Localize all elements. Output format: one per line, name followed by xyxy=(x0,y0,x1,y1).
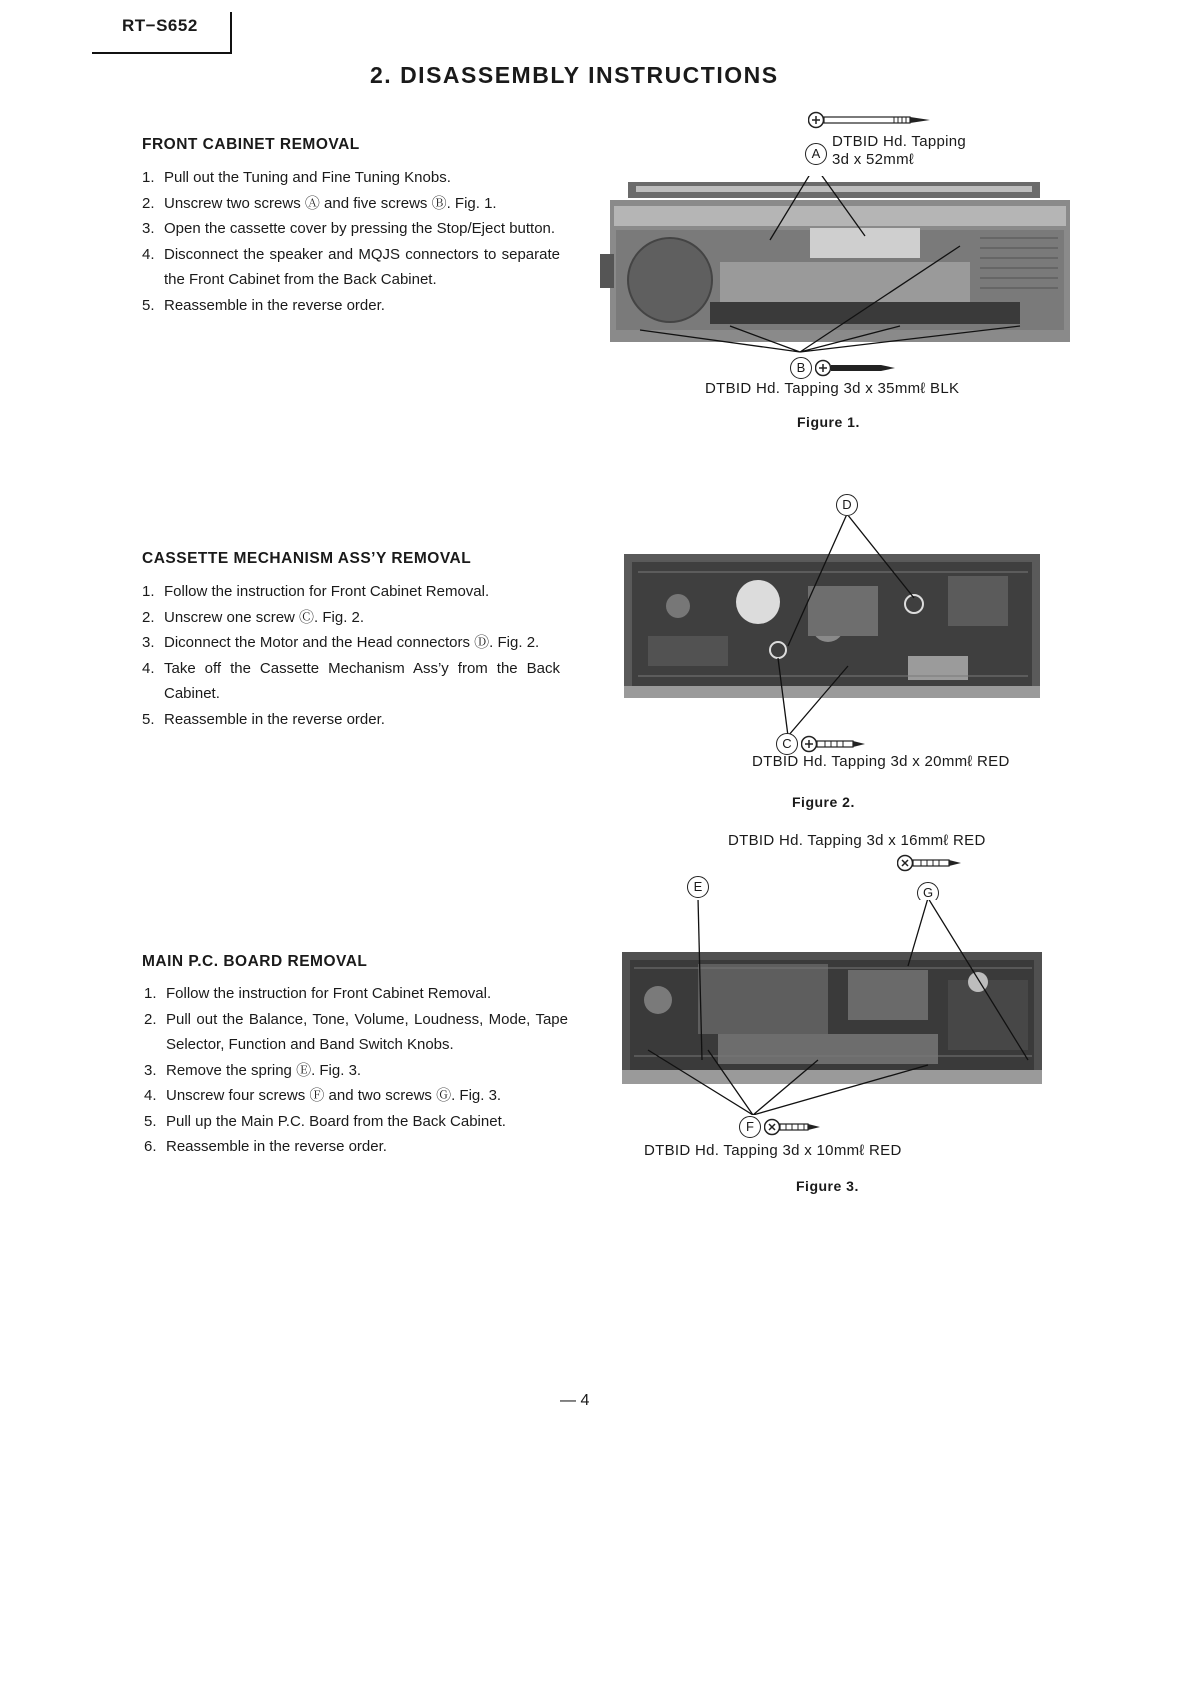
step-item xyxy=(142,293,560,319)
figure-2-caption: Figure 2. xyxy=(792,794,855,810)
step-text: Reassemble in the reverse order. xyxy=(166,1138,387,1155)
step-item xyxy=(142,191,560,217)
step-number: 2. xyxy=(144,1010,157,1028)
step-text: Reassemble in the reverse order. xyxy=(164,710,385,728)
steps-cassette-mechanism xyxy=(142,579,560,732)
page-title: 2. DISASSEMBLY INSTRUCTIONS xyxy=(370,62,779,88)
step-item xyxy=(142,630,560,656)
step-number: 5. xyxy=(142,296,155,314)
screw-f-spec: DTBID Hd. Tapping 3d x 10mmℓ RED xyxy=(644,1142,902,1159)
section-title-front-cabinet: FRONT CABINET REMOVAL xyxy=(142,136,360,153)
steps-main-pc-board xyxy=(144,981,568,1160)
screw-b-spec: DTBID Hd. Tapping 3d x 35mmℓ BLK xyxy=(705,380,960,397)
screw-g-spec: DTBID Hd. Tapping 3d x 16mmℓ RED xyxy=(728,832,986,849)
page-number: — 4 xyxy=(560,1392,590,1409)
callout-f: F xyxy=(739,1116,761,1138)
step-text: Follow the instruction for Front Cabinet Removal. xyxy=(166,985,492,1002)
step-item xyxy=(142,579,560,605)
step-number: 3. xyxy=(142,220,155,237)
model-tag xyxy=(92,12,232,54)
step-text: Take off the Cassette Mechanism Ass’y from the Back Cabinet. xyxy=(164,659,560,702)
step-item xyxy=(144,981,568,1007)
step-text: Follow the instruction for Front Cabinet Removal. xyxy=(164,583,490,600)
model-number: RT−S652 xyxy=(122,16,198,35)
figure-1-photo xyxy=(600,176,1075,356)
step-text: Pull out the Balance, Tone, Volume, Loudness, Mode, Tape Selector, Function and Band Switch Knobs. xyxy=(166,1010,568,1053)
figure-3-photo xyxy=(618,900,1046,1115)
screw-a-spec xyxy=(832,133,966,169)
step-text: Pull up the Main P.C. Board from the Back Cabinet. xyxy=(166,1112,506,1130)
step-number: 1. xyxy=(144,985,157,1002)
step-item xyxy=(144,1134,568,1160)
step-text: Unscrew one screw Ⓒ. Fig. 2. xyxy=(164,608,365,626)
step-item xyxy=(142,605,560,631)
screw-c-spec: DTBID Hd. Tapping 3d x 20mmℓ RED xyxy=(752,753,1010,770)
step-text: Unscrew two screws Ⓐ and five screws Ⓑ. Fig. 1. xyxy=(164,194,497,212)
step-item xyxy=(142,242,560,293)
callout-g: G xyxy=(917,882,939,904)
callout-b: B xyxy=(790,357,812,379)
step-text: Open the cassette cover by pressing the Stop/Eject button. xyxy=(164,220,556,237)
step-number: 3. xyxy=(142,634,155,651)
screw-a-spec-line2: 3d x 52mmℓ xyxy=(832,151,915,168)
step-item xyxy=(142,216,560,242)
section-title-main-pc-board: MAIN P.C. BOARD REMOVAL xyxy=(142,953,368,970)
step-number: 5. xyxy=(144,1112,157,1130)
screw-a-icon xyxy=(808,110,934,135)
step-number: 6. xyxy=(144,1138,157,1155)
figure-2-photo xyxy=(618,516,1046,736)
step-number: 4. xyxy=(142,245,155,263)
steps-front-cabinet xyxy=(142,165,560,318)
step-item xyxy=(144,1007,568,1058)
step-item xyxy=(144,1058,568,1084)
callout-a: A xyxy=(805,143,827,165)
step-number: 2. xyxy=(142,608,155,626)
step-item xyxy=(142,707,560,733)
step-text: Reassemble in the reverse order. xyxy=(164,296,385,314)
callout-e: E xyxy=(687,876,709,898)
step-item xyxy=(144,1083,568,1109)
figure-1-caption: Figure 1. xyxy=(797,414,860,430)
step-item xyxy=(142,165,560,191)
step-item xyxy=(144,1109,568,1135)
step-number: 2. xyxy=(142,194,155,212)
step-number: 1. xyxy=(142,169,155,186)
screw-g-icon xyxy=(897,853,963,878)
screw-a-spec-line1: DTBID Hd. Tapping xyxy=(832,133,967,150)
step-text: Pull out the Tuning and Fine Tuning Knobs. xyxy=(164,169,451,186)
step-text: Disconnect the speaker and MQJS connectors to separate the Front Cabinet from the Back Cabinet. xyxy=(164,245,560,288)
step-number: 3. xyxy=(144,1061,157,1079)
step-item xyxy=(142,656,560,707)
step-text: Unscrew four screws Ⓕ and two screws Ⓖ. Fig. 3. xyxy=(166,1087,502,1104)
callout-c: C xyxy=(776,733,798,755)
step-number: 4. xyxy=(144,1087,157,1104)
step-number: 5. xyxy=(142,710,155,728)
callout-d: D xyxy=(836,494,858,516)
screw-f-icon xyxy=(764,1117,822,1142)
step-text: Remove the spring Ⓔ. Fig. 3. xyxy=(166,1061,362,1079)
step-text: Diconnect the Motor and the Head connectors Ⓓ. Fig. 2. xyxy=(164,634,540,651)
step-number: 1. xyxy=(142,583,155,600)
step-number: 4. xyxy=(142,659,155,677)
figure-3-caption: Figure 3. xyxy=(796,1178,859,1194)
section-title-cassette-mechanism: CASSETTE MECHANISM ASS’Y REMOVAL xyxy=(142,550,472,567)
